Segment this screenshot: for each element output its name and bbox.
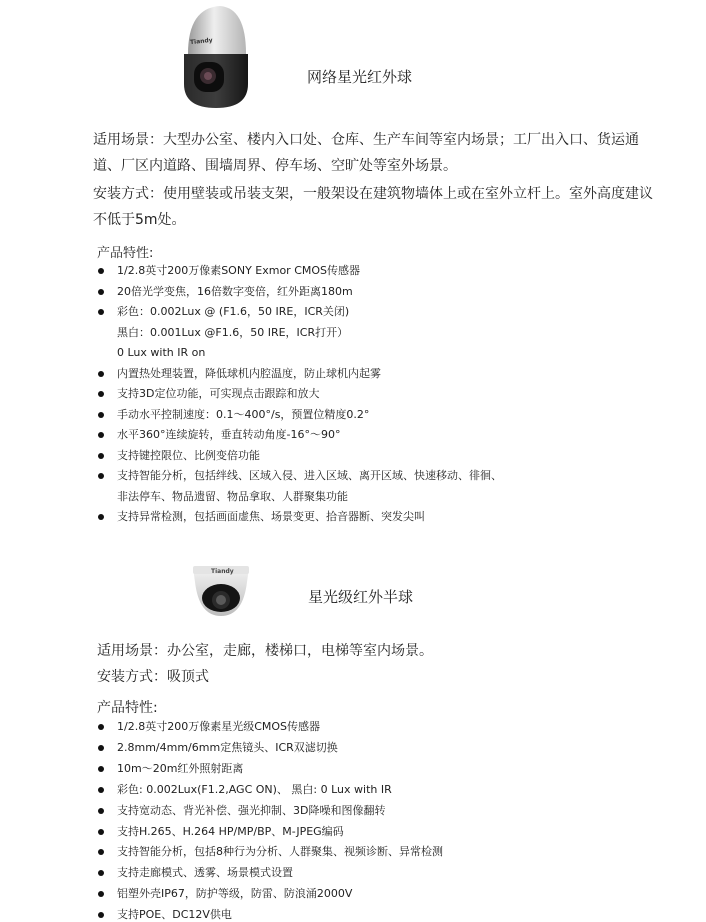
installation-method: 安装方式：吸顶式 xyxy=(97,669,209,685)
bullet-icon xyxy=(98,891,104,897)
feature-text: 彩色：0.002Lux @ (F1.6，50 IRE，ICR关闭) xyxy=(117,305,350,318)
feature-text: 1/2.8英寸200万像素SONY Exmor CMOS传感器 xyxy=(117,264,361,277)
list-item xyxy=(97,302,697,364)
dome-camera-image xyxy=(191,560,251,620)
bullet-icon xyxy=(98,432,104,438)
feature-text: 20倍光学变焦，16倍数字变倍，红外距离180m xyxy=(117,284,353,298)
bullet-icon xyxy=(98,870,104,876)
feature-text: 内置热处理装置，降低球机内腔温度，防止球机内起雾 xyxy=(117,366,381,380)
feature-text: 水平360°连续旋转，垂直转动角度-16°～90° xyxy=(117,428,341,441)
feature-text: 支持宽动态、背光补偿、强光抑制、3D降噪和图像翻转 xyxy=(117,803,386,817)
list-item xyxy=(97,884,697,905)
application-scene: 适用场景：大型办公室、楼内入口处、仓库、生产车间等室内场景；工厂出入口、货运通道、厂区内道路、围墙周界、停车场、空旷处等室外场景。 xyxy=(93,132,639,174)
list-item xyxy=(97,717,697,738)
bullet-icon xyxy=(98,514,104,520)
bullet-icon xyxy=(98,309,104,315)
feature-text: 彩色: 0.002Lux(F1.2,AGC ON)、 黑白: 0 Lux with IR xyxy=(117,782,392,796)
bullet-icon xyxy=(98,371,104,377)
list-item xyxy=(97,738,697,759)
bullet-icon xyxy=(98,473,104,479)
feature-text: 黑白：0.001Lux @F1.6，50 IRE，ICR打开） xyxy=(117,325,349,339)
feature-list xyxy=(97,717,697,922)
list-item xyxy=(97,405,697,426)
installation-method: 安装方式：使用壁装或吊装支架，一般架设在建筑物墙体上或在室外立杆上。室外高度建议不低于5m处。 xyxy=(93,186,653,228)
list-item xyxy=(97,822,697,843)
list-item xyxy=(97,446,697,467)
bullet-icon xyxy=(98,453,104,459)
bullet-icon xyxy=(98,745,104,751)
bullet-icon xyxy=(98,724,104,730)
application-scene: 适用场景：办公室，走廊，楼梯口，电梯等室内场景。 xyxy=(97,643,433,659)
feature-text: 支持异常检测，包括画面虚焦、场景变更、拾音器断、突发尖叫 xyxy=(117,510,425,523)
list-item xyxy=(97,863,697,884)
feature-text: 支持智能分析，包括8种行为分析、人群聚集、视频诊断、异常检测 xyxy=(117,845,443,859)
list-item xyxy=(97,842,697,863)
brand-logo: Tiandy xyxy=(189,36,213,47)
bullet-icon xyxy=(98,829,104,835)
features-heading: 产品特性: xyxy=(97,246,154,261)
feature-list xyxy=(97,261,697,528)
bullet-icon xyxy=(98,268,104,274)
list-item xyxy=(97,466,697,507)
feature-text: 10m～20m红外照射距离 xyxy=(117,761,244,775)
bullet-icon xyxy=(98,787,104,793)
list-item xyxy=(97,759,697,780)
features-heading: 产品特性: xyxy=(97,700,158,716)
feature-text: 2.8mm/4mm/6mm定焦镜头、ICR双滤切换 xyxy=(117,740,338,754)
list-item xyxy=(97,364,697,385)
bullet-icon xyxy=(98,766,104,772)
product-title: 网络星光红外球 xyxy=(307,68,413,86)
bullet-icon xyxy=(98,391,104,397)
feature-text: 支持3D定位功能，可实现点击跟踪和放大 xyxy=(117,387,320,400)
feature-text: 非法停车、物品遗留、物品拿取、人群聚集功能 xyxy=(117,489,348,503)
bullet-icon xyxy=(98,912,104,918)
ptz-camera-image xyxy=(176,2,252,112)
bullet-icon xyxy=(98,808,104,814)
feature-text: 手动水平控制速度：0.1～400°/s，预置位精度0.2° xyxy=(117,407,370,421)
list-item xyxy=(97,780,697,801)
list-item xyxy=(97,384,697,405)
bullet-icon xyxy=(98,289,104,295)
list-item xyxy=(97,261,697,282)
feature-text: 支持H.265、H.264 HP/MP/BP、M-JPEG编码 xyxy=(117,824,344,838)
list-item xyxy=(97,507,697,528)
feature-text: 支持键控限位、比例变倍功能 xyxy=(117,448,260,462)
feature-text: 1/2.8英寸200万像素星光级CMOS传感器 xyxy=(117,720,321,733)
brand-logo: Tiandy xyxy=(211,568,234,575)
feature-text: 铝塑外壳IP67，防护等级，防雷、防浪涌2000V xyxy=(117,887,353,901)
feature-text: 支持POE、DC12V供电 xyxy=(117,908,232,922)
feature-text: 0 Lux with IR on xyxy=(117,346,206,359)
list-item xyxy=(97,282,697,303)
list-item xyxy=(97,425,697,446)
feature-text: 支持智能分析，包括绊线、区域入侵、进入区域、离开区域、快速移动、徘徊、 xyxy=(117,469,502,482)
product-title: 星光级红外半球 xyxy=(308,588,414,606)
bullet-icon xyxy=(98,849,104,855)
list-item xyxy=(97,905,697,922)
feature-text: 支持走廊模式、透雾、场景模式设置 xyxy=(117,866,293,880)
list-item xyxy=(97,801,697,822)
bullet-icon xyxy=(98,412,104,418)
